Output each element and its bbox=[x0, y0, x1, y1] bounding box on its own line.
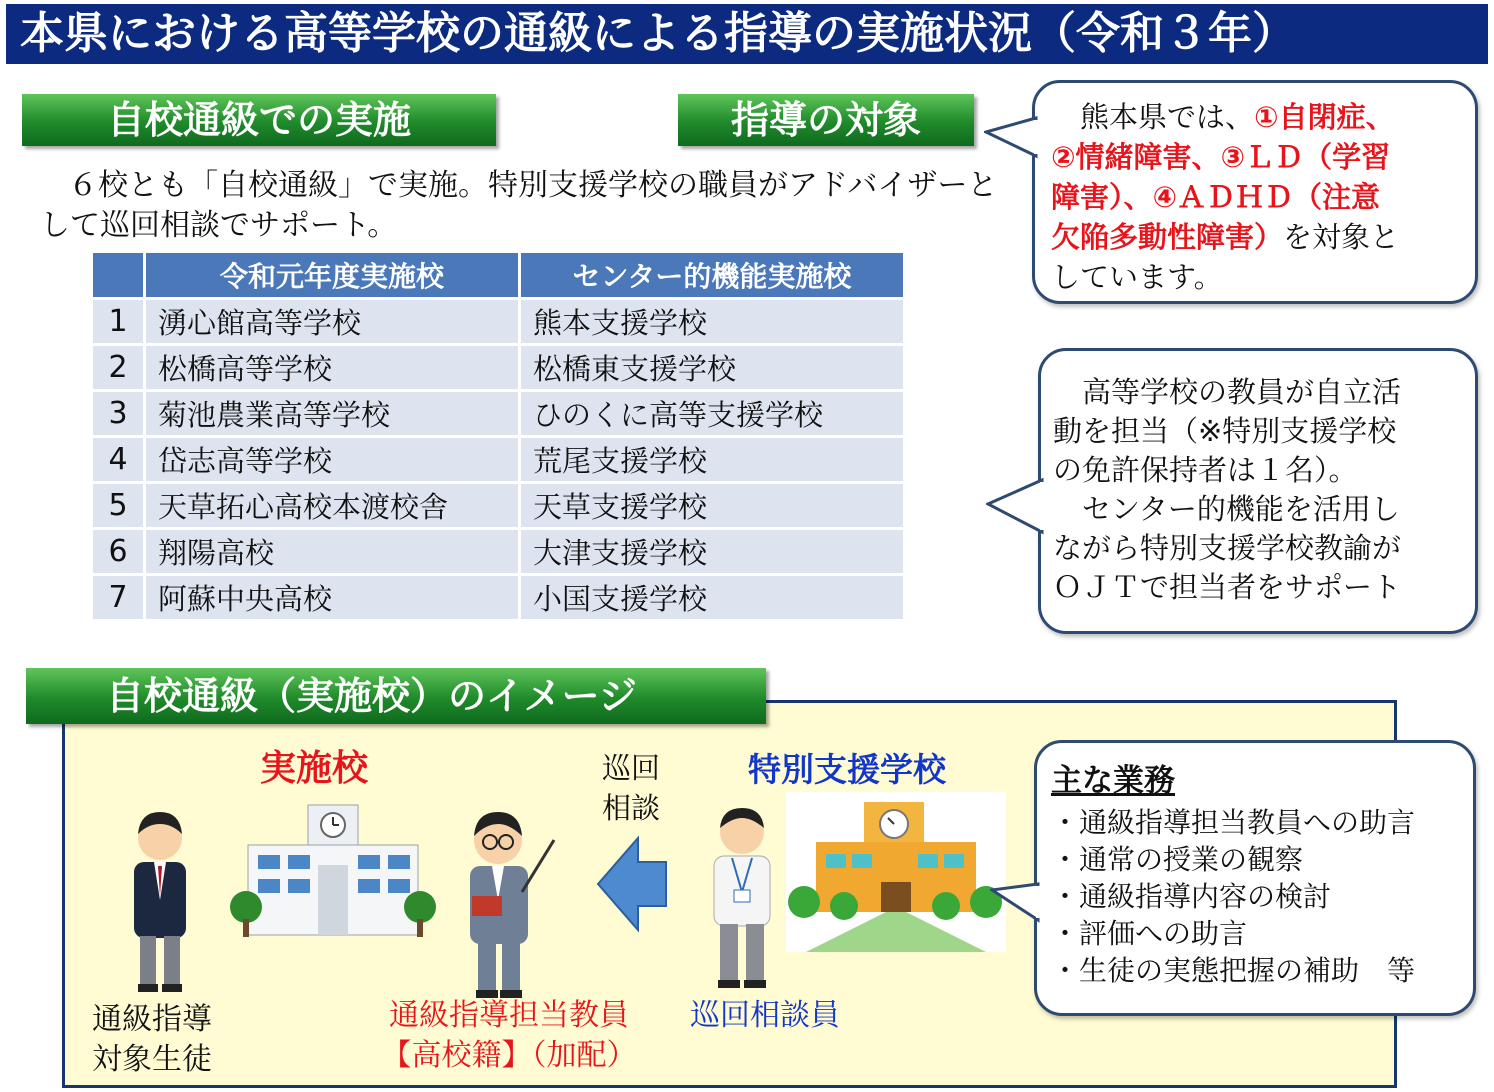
target-prefix: 熊本県では、 bbox=[1051, 100, 1255, 134]
target-suffix: を対象と bbox=[1283, 220, 1400, 254]
visit-label-line-1: 巡回 bbox=[602, 751, 661, 785]
row-school: 湧心館高等学校 bbox=[146, 300, 518, 343]
row-school: 岱志高等学校 bbox=[146, 438, 518, 481]
duties-callout bbox=[1034, 740, 1476, 1016]
row-center: 小国支援学校 bbox=[521, 576, 903, 619]
section-header-self-school: 自校通級での実施 bbox=[22, 94, 496, 146]
table-row bbox=[93, 438, 903, 481]
row-center: 大津支援学校 bbox=[521, 530, 903, 573]
target-red-1: ①自閉症、 bbox=[1254, 100, 1395, 134]
student-label-line-2: 対象生徒 bbox=[92, 1042, 212, 1077]
section-header-target: 指導の対象 bbox=[678, 94, 974, 146]
student-label-line-1: 通級指導 bbox=[92, 1002, 212, 1037]
special-school-label: 特別支援学校 bbox=[748, 750, 946, 789]
row-center: ひのくに高等支援学校 bbox=[521, 392, 903, 435]
duty-item: ・通常の授業の観察 bbox=[1051, 843, 1304, 876]
visit-label bbox=[602, 748, 660, 828]
table-row bbox=[93, 484, 903, 527]
target-last-line: しています。 bbox=[1051, 260, 1223, 294]
row-center: 天草支援学校 bbox=[521, 484, 903, 527]
duty-item: ・評価への助言 bbox=[1051, 917, 1248, 950]
left-arrow-icon bbox=[594, 834, 674, 934]
row-center: 松橋東支援学校 bbox=[521, 346, 903, 389]
row-number: 4 bbox=[93, 438, 143, 481]
student-illustration bbox=[120, 800, 200, 1000]
duties-heading: 主な業務 bbox=[1051, 763, 1175, 799]
student-label bbox=[92, 1000, 212, 1080]
row-school: 松橋高等学校 bbox=[146, 346, 518, 389]
intro-line-2: して巡回相談でサポート。 bbox=[40, 208, 398, 243]
row-school: 菊池農業高等学校 bbox=[146, 392, 518, 435]
duty-item: ・通級指導内容の検討 bbox=[1051, 880, 1332, 913]
row-center: 熊本支援学校 bbox=[521, 300, 903, 343]
teacher-line: ＯＪＴで担当者をサポート bbox=[1053, 570, 1402, 604]
table-header-school: 令和元年度実施校 bbox=[146, 253, 518, 297]
target-callout bbox=[1032, 80, 1478, 304]
row-number: 5 bbox=[93, 484, 143, 527]
teacher-line: の免許保持者は１名）。 bbox=[1053, 453, 1358, 487]
table-row bbox=[93, 576, 903, 619]
visit-label-line-2: 相談 bbox=[602, 791, 661, 825]
row-center: 荒尾支援学校 bbox=[521, 438, 903, 481]
row-school: 天草拓心高校本渡校舎 bbox=[146, 484, 518, 527]
row-number: 6 bbox=[93, 530, 143, 573]
teacher-line: 高等学校の教員が自立活 bbox=[1053, 375, 1402, 409]
table-row bbox=[93, 300, 903, 343]
row-number: 1 bbox=[93, 300, 143, 343]
intro-line-1: ６校とも「自校通級」で実施。特別支援学校の職員がアドバイザーと bbox=[68, 168, 998, 203]
duty-item: ・生徒の実態把握の補助 等 bbox=[1051, 954, 1416, 987]
table-row bbox=[93, 346, 903, 389]
table-header-center: センター的機能実施校 bbox=[521, 253, 903, 297]
row-school: 阿蘇中央高校 bbox=[146, 576, 518, 619]
implementing-school-label: 実施校 bbox=[260, 748, 369, 789]
implementing-school-building-illustration bbox=[228, 795, 438, 945]
teacher-line: 動を担当（※特別支援学校 bbox=[1053, 414, 1397, 448]
table-header-row bbox=[93, 253, 903, 297]
target-red-2: ②情緒障害、③ＬＤ（学習 bbox=[1051, 140, 1391, 174]
row-school: 翔陽高校 bbox=[146, 530, 518, 573]
teacher-label-line-1: 通級指導担当教員 bbox=[389, 998, 629, 1033]
target-callout-tail bbox=[984, 112, 1044, 172]
teacher-label bbox=[374, 996, 644, 1076]
visiting-consultant-illustration bbox=[702, 796, 782, 996]
section-header-image: 自校通級（実施校）のイメージ bbox=[26, 668, 766, 724]
intro-text bbox=[40, 166, 997, 246]
schools-table bbox=[90, 250, 906, 622]
duties-callout-tail bbox=[990, 880, 1040, 940]
teacher-callout bbox=[1038, 348, 1478, 634]
visitor-label: 巡回相談員 bbox=[690, 998, 840, 1033]
table-row bbox=[93, 392, 903, 435]
row-number: 3 bbox=[93, 392, 143, 435]
target-red-4: 欠陥多動性障害） bbox=[1051, 220, 1284, 254]
row-number: 2 bbox=[93, 346, 143, 389]
teacher-label-line-2: 【高校籍】（加配） bbox=[381, 1038, 637, 1073]
teacher-callout-tail bbox=[986, 476, 1046, 546]
target-red-3: 障害）、④ＡＤＨＤ（注意 bbox=[1051, 180, 1381, 214]
page-title: 本県における高等学校の通級による指導の実施状況（令和３年） bbox=[6, 4, 1488, 64]
table-header-number bbox=[93, 253, 143, 297]
table-row bbox=[93, 530, 903, 573]
teacher-illustration bbox=[450, 800, 560, 1000]
duty-item: ・通級指導担当教員への助言 bbox=[1051, 806, 1416, 839]
row-number: 7 bbox=[93, 576, 143, 619]
teacher-line: センター的機能を活用し bbox=[1053, 492, 1400, 526]
special-school-building-illustration bbox=[786, 792, 1006, 952]
teacher-line: ながら特別支援学校教諭が bbox=[1053, 531, 1402, 565]
